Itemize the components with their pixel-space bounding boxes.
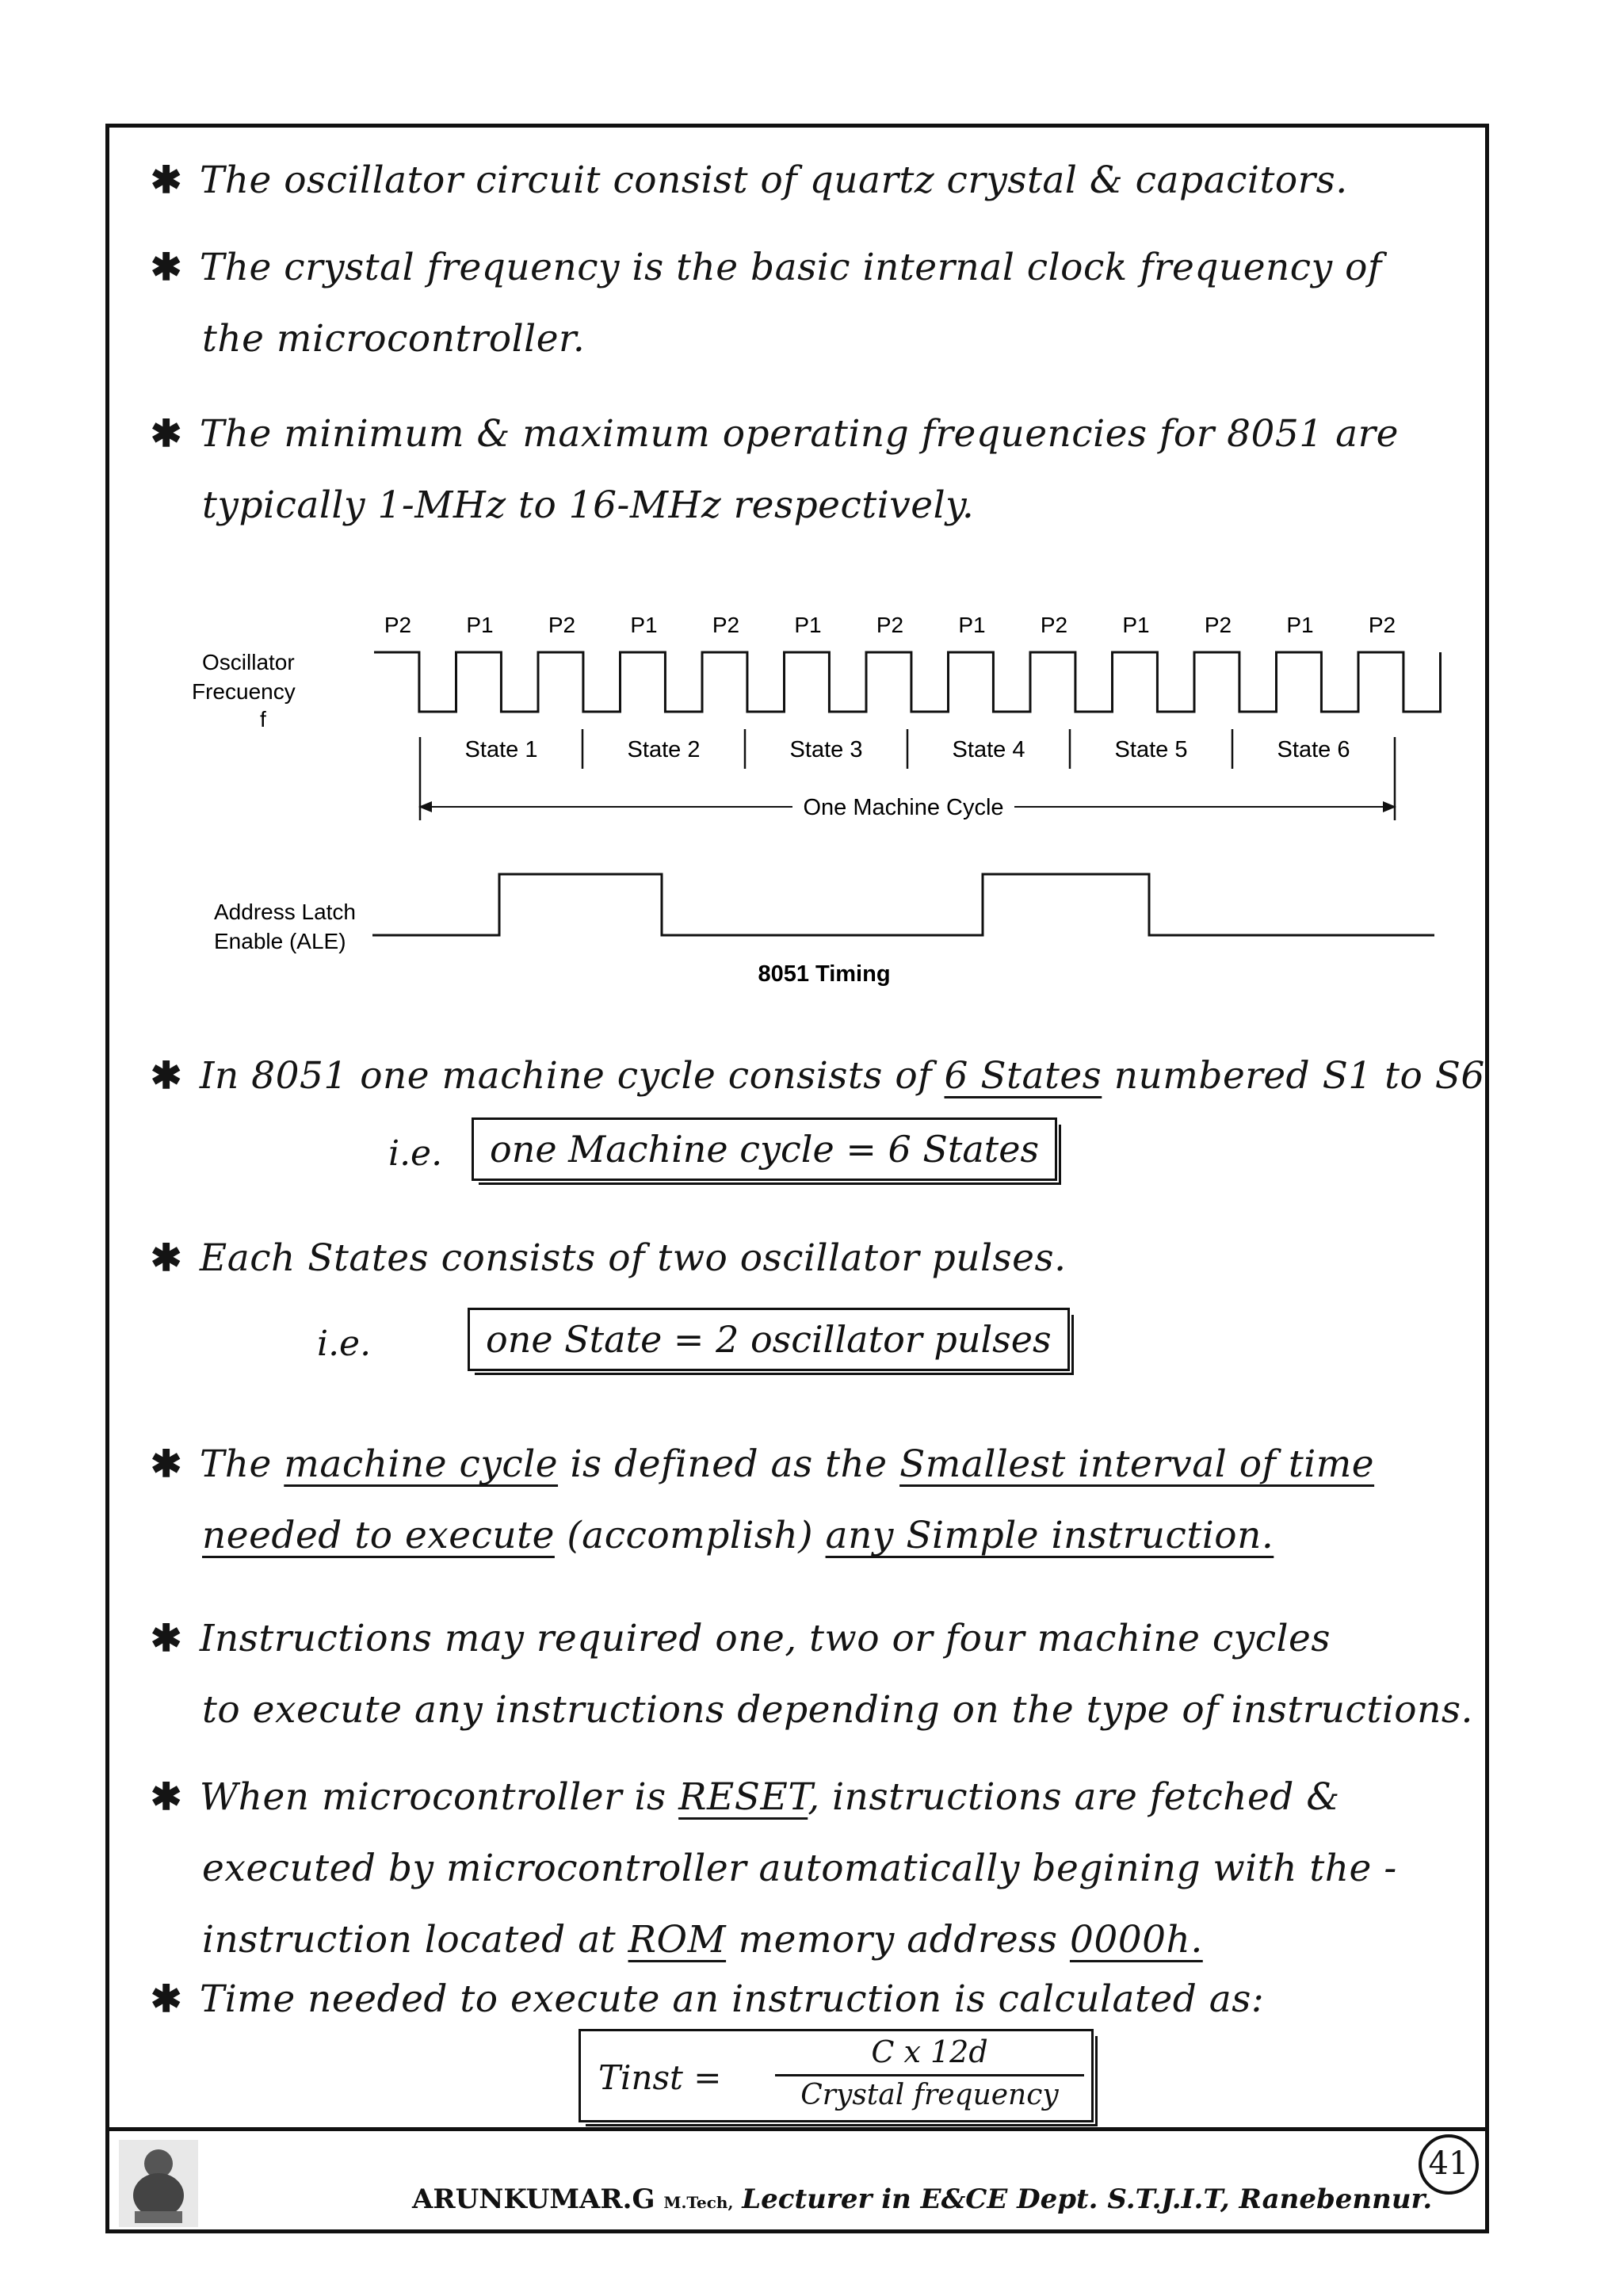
note-machine-cycle-states: ✱ In 8051 one machine cycle consists of 6 States numbered S1 to S6 [151,1054,1485,1098]
note-oscillator-circuit: ✱ The oscillator circuit consist of quartz crystal & capacitors. [151,159,1348,202]
ale-label-1: Address Latch [214,900,356,924]
state-label: State 3 [789,737,863,762]
note-reset-1: ✱ When microcontroller is RESET, instructions are fetched & [151,1775,1340,1819]
phase-label: P2 [1040,613,1068,637]
state-label: State 2 [627,737,701,762]
note-crystal-frequency-1: ✱ The crystal frequency is the basic internal clock frequency of [151,246,1382,289]
osc-label-1: Oscillator [202,650,295,674]
note-state-pulses: ✱ Each States consists of two oscillator pulses. [151,1236,1067,1280]
ale-label-2: Enable (ALE) [214,929,346,953]
state-label: State 4 [952,737,1025,762]
note-crystal-frequency-2: the microcontroller. [202,317,586,361]
footer-separator [105,2127,1489,2131]
note-execution-time: ✱ Time needed to execute an instruction is calculated as: [151,1977,1265,2021]
oscillator-waveform [374,652,1441,712]
footer-credit [412,2183,1432,2215]
phase-label: P1 [466,613,494,637]
phase-label: P2 [1204,613,1232,637]
state-label: State 6 [1277,737,1350,762]
phase-label: P1 [1122,613,1150,637]
formula-lhs: Tinst = [598,2058,722,2097]
note-operating-frequencies-2: typically 1-MHz to 16-MHz respectively. [202,483,975,527]
phase-labels [384,613,1396,637]
formula-denominator: Crystal frequency [800,2079,1059,2111]
phase-label: P2 [384,613,412,637]
machine-cycle-box: one Machine cycle = 6 States [472,1117,1057,1181]
ie-label-1: i.e. [388,1133,443,1174]
ale-waveform [372,874,1434,935]
ie-label-2: i.e. [317,1324,372,1364]
state-box: one State = 2 oscillator pulses [468,1308,1070,1371]
phase-label: P2 [876,613,904,637]
note-machine-cycle-definition-1: ✱ The machine cycle is defined as the Smallest interval of time [151,1442,1375,1486]
timing-diagram [190,602,1474,999]
phase-label: P1 [630,613,658,637]
phase-label: P2 [548,613,576,637]
author-degree: M.Tech, [663,2193,734,2212]
phase-label: P2 [712,613,740,637]
note-machine-cycle-definition-2: needed to execute (accomplish) any Simple instruction. [202,1514,1274,1557]
note-instruction-cycles-1: ✱ Instructions may required one, two or four machine cycles [151,1617,1331,1660]
phase-label: P1 [794,613,822,637]
note-reset-3: instruction located at ROM memory address 0000h. [202,1918,1203,1962]
note-operating-frequencies-1: ✱ The minimum & maximum operating frequencies for 8051 are [151,412,1399,456]
formula-box [579,2029,1094,2122]
note-reset-2: executed by microcontroller automatically begining with the - [202,1847,1397,1890]
state-label: State 1 [464,737,538,762]
phase-label: P1 [1286,613,1314,637]
phase-label: P1 [958,613,986,637]
note-instruction-cycles-2: to execute any instructions depending on the type of instructions. [202,1688,1473,1732]
fraction-bar [775,2074,1084,2076]
state-label: State 5 [1114,737,1188,762]
phase-label: P2 [1368,613,1396,637]
machine-cycle-label: One Machine Cycle [803,795,1004,820]
author-affiliation: Lecturer in E&CE Dept. S.T.J.I.T, Ranebennur. [742,2183,1433,2215]
author-name: ARUNKUMAR.G [412,2183,655,2215]
osc-label-2: Frecuency [192,679,296,704]
osc-label-3: f [260,707,266,732]
emblem-logo [119,2140,198,2227]
page-number: 41 [1419,2134,1479,2195]
formula-numerator: C x 12d [871,2034,988,2069]
diagram-caption: 8051 Timing [758,961,891,987]
